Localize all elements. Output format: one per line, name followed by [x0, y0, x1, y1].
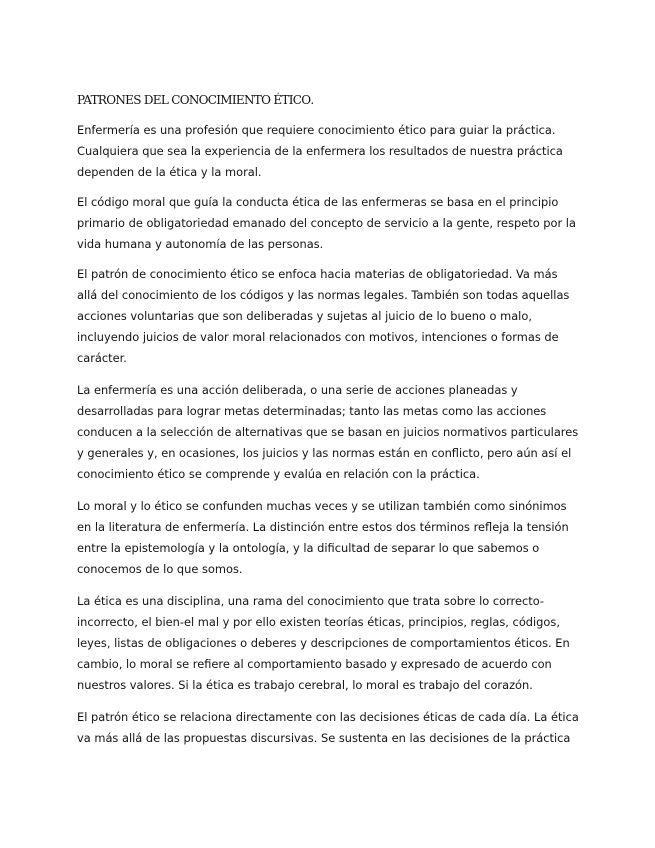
- paragraph-5: [77, 496, 597, 580]
- page-title-text: PATRONES DEL CONOCIMIENTO ÉTICO: [77, 93, 311, 107]
- paragraph-line: El patrón ético se relaciona directamente con las decisiones éticas de cada día. La ética: [77, 710, 579, 724]
- paragraph-7: [77, 707, 597, 749]
- paragraph-4: [77, 380, 597, 485]
- paragraph-line: conocemos de lo que somos.: [77, 562, 243, 576]
- paragraph-line: desarrolladas para lograr metas determinadas; tanto las metas como las acciones: [77, 404, 547, 418]
- paragraph-line: va más allá de las propuestas discursivas. Se sustenta en las decisiones de la práctica: [77, 731, 571, 745]
- paragraph-2: [77, 192, 597, 255]
- paragraph-line: incorrecto, el bien-el mal y por ello existen teorías éticas, principios, reglas, códigos,: [77, 615, 560, 629]
- paragraph-3: [77, 264, 597, 369]
- paragraph-line: nuestros valores. Si la ética es trabajo cerebral, lo moral es trabajo del corazón.: [77, 678, 533, 692]
- paragraph-1: [77, 120, 597, 183]
- paragraph-line: La enfermería es una acción deliberada, o una serie de acciones planeadas y: [77, 383, 518, 397]
- paragraph-line: primario de obligatoriedad emanado del concepto de servicio a la gente, respeto por la: [77, 216, 576, 230]
- paragraph-line: y generales y, en ocasiones, los juicios y las normas están en conflicto, pero aún así el: [77, 446, 572, 460]
- paragraph-line: La ética es una disciplina, una rama del conocimiento que trata sobre lo correcto-: [77, 594, 545, 608]
- page-title-punctuation: .: [310, 93, 315, 107]
- page-title: [77, 92, 314, 108]
- paragraph-line: cambio, lo moral se refiere al comportamiento basado y expresado de acuerdo con: [77, 657, 552, 671]
- paragraph-line: carácter.: [77, 351, 127, 365]
- paragraph-line: vida humana y autonomía de las personas.: [77, 237, 324, 251]
- paragraph-line: conducen a la selección de alternativas que se basan en juicios normativos particulares: [77, 425, 579, 439]
- paragraph-line: Cualquiera que sea la experiencia de la enfermera los resultados de nuestra práctica: [77, 144, 563, 158]
- paragraph-line: en la literatura de enfermería. La distinción entre estos dos términos refleja la tensión: [77, 520, 569, 534]
- paragraph-line: leyes, listas de obligaciones o deberes y descripciones de comportamientos éticos. En: [77, 636, 570, 650]
- paragraph-line: Lo moral y lo ético se confunden muchas veces y se utilizan también como sinónimos: [77, 499, 567, 513]
- paragraph-line: acciones voluntarias que son deliberadas y sujetas al juicio de lo bueno o malo,: [77, 309, 532, 323]
- paragraph-line: El código moral que guía la conducta ética de las enfermeras se basa en el principio: [77, 195, 559, 209]
- paragraph-line: incluyendo juicios de valor moral relacionados con motivos, intenciones o formas de: [77, 330, 559, 344]
- paragraph-line: Enfermería es una profesión que requiere conocimiento ético para guiar la práctica.: [77, 123, 556, 137]
- paragraph-6: [77, 591, 597, 696]
- paragraph-line: entre la epistemología y la ontología, y la dificultad de separar lo que sabemos o: [77, 541, 540, 555]
- paragraph-line: conocimiento ético se comprende y evalúa en relación con la práctica.: [77, 467, 480, 481]
- paragraph-line: dependen de la ética y la moral.: [77, 165, 262, 179]
- paragraph-line: El patrón de conocimiento ético se enfoca hacia materias de obligatoriedad. Va más: [77, 267, 558, 281]
- paragraph-line: allá del conocimiento de los códigos y las normas legales. También son todas aquellas: [77, 288, 570, 302]
